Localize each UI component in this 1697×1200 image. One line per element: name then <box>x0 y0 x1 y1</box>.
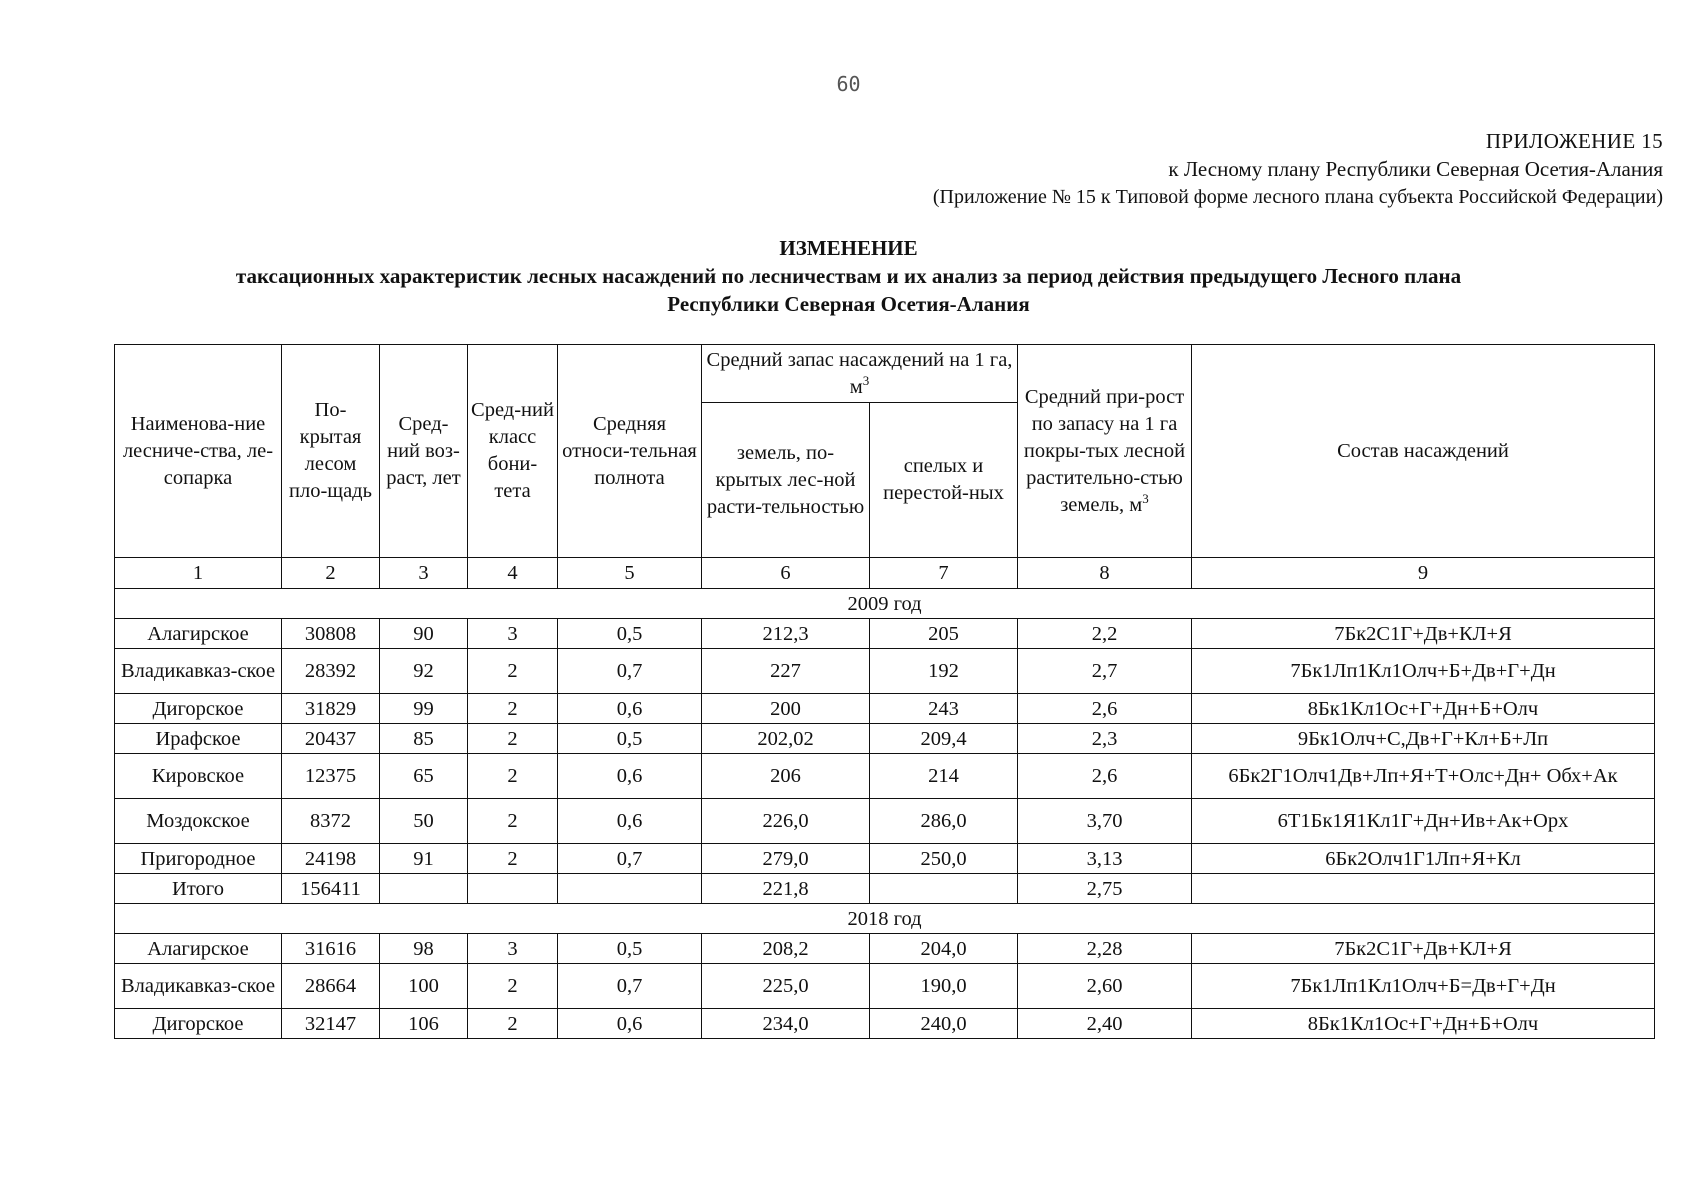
table-cell: 0,5 <box>558 934 702 964</box>
table-row <box>115 694 1655 724</box>
header-average-stock-group <box>702 345 1018 403</box>
table-cell: 221,8 <box>702 874 870 904</box>
table-cell: 12375 <box>282 754 380 799</box>
year-label: 2009 год <box>115 589 1655 619</box>
forestry-name-cell: Ирафское <box>115 724 282 754</box>
table-cell: 212,3 <box>702 619 870 649</box>
table-cell: 0,7 <box>558 844 702 874</box>
table-cell: 200 <box>702 694 870 724</box>
table-cell: 32147 <box>282 1009 380 1039</box>
header-average-age: Сред-ний воз-раст, лет <box>380 345 468 558</box>
table-row <box>115 619 1655 649</box>
table-cell: 3,70 <box>1018 799 1192 844</box>
table-cell: 202,02 <box>702 724 870 754</box>
table-row <box>115 649 1655 694</box>
page-number: 60 <box>836 72 861 96</box>
table-cell <box>380 874 468 904</box>
table-cell <box>558 874 702 904</box>
table-cell: 9Бк1Олч+С,Дв+Г+Кл+Б+Лп <box>1192 724 1655 754</box>
forestry-name-cell: Итого <box>115 874 282 904</box>
header-site-class: Сред-ний класс бони-тета <box>468 345 558 558</box>
header-forestry-name: Наименова-ние лесниче-ства, ле-сопарка <box>115 345 282 558</box>
table-cell: 2 <box>468 754 558 799</box>
table-cell: 243 <box>870 694 1018 724</box>
header-average-growth-unit: 3 <box>1142 490 1149 506</box>
table-cell: 279,0 <box>702 844 870 874</box>
table-cell: 2,75 <box>1018 874 1192 904</box>
year-section-row <box>115 589 1655 619</box>
title-main: ИЗМЕНЕНИЕ <box>779 236 918 260</box>
table-cell <box>468 874 558 904</box>
column-number: 7 <box>870 558 1018 589</box>
table-cell: 98 <box>380 934 468 964</box>
forestry-name-cell: Дигорское <box>115 1009 282 1039</box>
column-number: 9 <box>1192 558 1655 589</box>
header-stock-mature: спелых и перестой-ных <box>870 403 1018 558</box>
table-cell: 0,5 <box>558 619 702 649</box>
table-cell: 192 <box>870 649 1018 694</box>
table-cell <box>870 874 1018 904</box>
table-cell: 8Бк1Кл1Ос+Г+Дн+Б+Олч <box>1192 1009 1655 1039</box>
column-number: 4 <box>468 558 558 589</box>
table-cell: 234,0 <box>702 1009 870 1039</box>
table-row <box>115 724 1655 754</box>
table-cell: 24198 <box>282 844 380 874</box>
table-cell: 0,6 <box>558 799 702 844</box>
header-average-stock-unit: 3 <box>862 372 870 388</box>
table-cell: 6Т1Бк1Я1Кл1Г+Дн+Ив+Ак+Орх <box>1192 799 1655 844</box>
header-average-stock-text: Средний запас насаждений на 1 га, м <box>706 348 1013 398</box>
column-number: 8 <box>1018 558 1192 589</box>
forestry-name-cell: Пригородное <box>115 844 282 874</box>
header-forest-area: По-крытая лесом пло-щадь <box>282 345 380 558</box>
table-cell: 2,6 <box>1018 754 1192 799</box>
column-number: 5 <box>558 558 702 589</box>
table-cell: 226,0 <box>702 799 870 844</box>
appendix-title: ПРИЛОЖЕНИЕ 15 <box>1485 129 1663 153</box>
table-cell: 2,28 <box>1018 934 1192 964</box>
table-cell: 227 <box>702 649 870 694</box>
header-composition: Состав насаждений <box>1192 345 1655 558</box>
table-row <box>115 799 1655 844</box>
table-cell: 0,7 <box>558 649 702 694</box>
table-cell: 7Бк2С1Г+Дв+КЛ+Я <box>1192 934 1655 964</box>
title-subtitle: таксационных характеристик лесных насаждений по лесничествам и их анализ за период действия предыдущего Лесного плана <box>235 264 1462 288</box>
table-cell: 2 <box>468 799 558 844</box>
year-section-row <box>115 904 1655 934</box>
forestry-name-cell: Дигорское <box>115 694 282 724</box>
column-number: 2 <box>282 558 380 589</box>
table-cell: 28392 <box>282 649 380 694</box>
table-cell: 0,7 <box>558 964 702 1009</box>
table-cell: 2 <box>468 649 558 694</box>
table-cell: 0,6 <box>558 694 702 724</box>
table-cell: 2 <box>468 694 558 724</box>
table-cell: 250,0 <box>870 844 1018 874</box>
table-cell: 206 <box>702 754 870 799</box>
table-cell: 3,13 <box>1018 844 1192 874</box>
forestry-name-cell: Владикавказ-ское <box>115 964 282 1009</box>
table-cell: 6Бк2Г1Олч1Дв+Лп+Я+Т+Олс+Дн+ Обх+Ак <box>1192 754 1655 799</box>
table-cell: 31829 <box>282 694 380 724</box>
table-row <box>115 754 1655 799</box>
appendix-note: (Приложение № 15 к Типовой форме лесного плана субъекта Российской Федерации) <box>932 186 1663 208</box>
table-cell: 65 <box>380 754 468 799</box>
forestry-name-cell: Кировское <box>115 754 282 799</box>
table-cell: 2 <box>468 724 558 754</box>
forest-characteristics-table <box>114 344 1655 1039</box>
table-cell: 0,6 <box>558 1009 702 1039</box>
header-average-growth <box>1018 345 1192 558</box>
appendix-reference: к Лесному плану Республики Северная Осетия-Алания <box>1168 157 1663 181</box>
table-cell: 31616 <box>282 934 380 964</box>
table-cell: 240,0 <box>870 1009 1018 1039</box>
table-row <box>115 934 1655 964</box>
table-cell: 8372 <box>282 799 380 844</box>
table-cell: 2,7 <box>1018 649 1192 694</box>
table-body <box>115 589 1655 1039</box>
table-cell: 0,5 <box>558 724 702 754</box>
table-row <box>115 964 1655 1009</box>
table-cell: 106 <box>380 1009 468 1039</box>
table-cell: 91 <box>380 844 468 874</box>
table-cell: 2 <box>468 844 558 874</box>
column-number: 3 <box>380 558 468 589</box>
column-number: 1 <box>115 558 282 589</box>
table-cell: 205 <box>870 619 1018 649</box>
table-cell: 85 <box>380 724 468 754</box>
table-cell: 7Бк1Лп1Кл1Олч+Б+Дв+Г+Дн <box>1192 649 1655 694</box>
table-cell: 6Бк2Олч1Г1Лп+Я+Кл <box>1192 844 1655 874</box>
table-cell: 100 <box>380 964 468 1009</box>
forestry-name-cell: Алагирское <box>115 619 282 649</box>
table-cell: 2 <box>468 1009 558 1039</box>
table-row <box>115 844 1655 874</box>
year-label: 2018 год <box>115 904 1655 934</box>
table-cell: 2,40 <box>1018 1009 1192 1039</box>
table-cell: 50 <box>380 799 468 844</box>
table-cell: 8Бк1Кл1Ос+Г+Дн+Б+Олч <box>1192 694 1655 724</box>
table-row <box>115 874 1655 904</box>
table-cell: 2,60 <box>1018 964 1192 1009</box>
table-cell: 214 <box>870 754 1018 799</box>
column-number: 6 <box>702 558 870 589</box>
document-title <box>0 234 1697 318</box>
table-cell: 286,0 <box>870 799 1018 844</box>
table-cell: 3 <box>468 619 558 649</box>
table-cell: 90 <box>380 619 468 649</box>
forestry-name-cell: Владикавказ-ское <box>115 649 282 694</box>
table-cell: 3 <box>468 934 558 964</box>
column-number-row <box>115 558 1655 589</box>
table-cell: 225,0 <box>702 964 870 1009</box>
forestry-name-cell: Моздокское <box>115 799 282 844</box>
table-row <box>115 1009 1655 1039</box>
table-cell: 0,6 <box>558 754 702 799</box>
table-cell: 30808 <box>282 619 380 649</box>
table-cell: 20437 <box>282 724 380 754</box>
table-cell: 204,0 <box>870 934 1018 964</box>
table-cell: 208,2 <box>702 934 870 964</box>
title-region: Республики Северная Осетия-Алания <box>667 292 1030 316</box>
header-relative-density: Средняя относи-тельная полнота <box>558 345 702 558</box>
table-cell: 209,4 <box>870 724 1018 754</box>
forestry-name-cell: Алагирское <box>115 934 282 964</box>
table-cell: 156411 <box>282 874 380 904</box>
table-cell <box>1192 874 1655 904</box>
table-cell: 2 <box>468 964 558 1009</box>
table-cell: 2,6 <box>1018 694 1192 724</box>
table-cell: 2,2 <box>1018 619 1192 649</box>
table-cell: 190,0 <box>870 964 1018 1009</box>
header-average-growth-text: Средний при-рост по запасу на 1 га покры-тых лесной растительно-стью земель, м <box>1023 385 1186 516</box>
table-cell: 2,3 <box>1018 724 1192 754</box>
table-cell: 92 <box>380 649 468 694</box>
table-cell: 99 <box>380 694 468 724</box>
table-cell: 7Бк2С1Г+Дв+КЛ+Я <box>1192 619 1655 649</box>
table-cell: 28664 <box>282 964 380 1009</box>
appendix-block <box>933 127 1663 211</box>
table-cell: 7Бк1Лп1Кл1Олч+Б=Дв+Г+Дн <box>1192 964 1655 1009</box>
header-stock-covered-lands: земель, по-крытых лес-ной расти-тельностью <box>702 403 870 558</box>
